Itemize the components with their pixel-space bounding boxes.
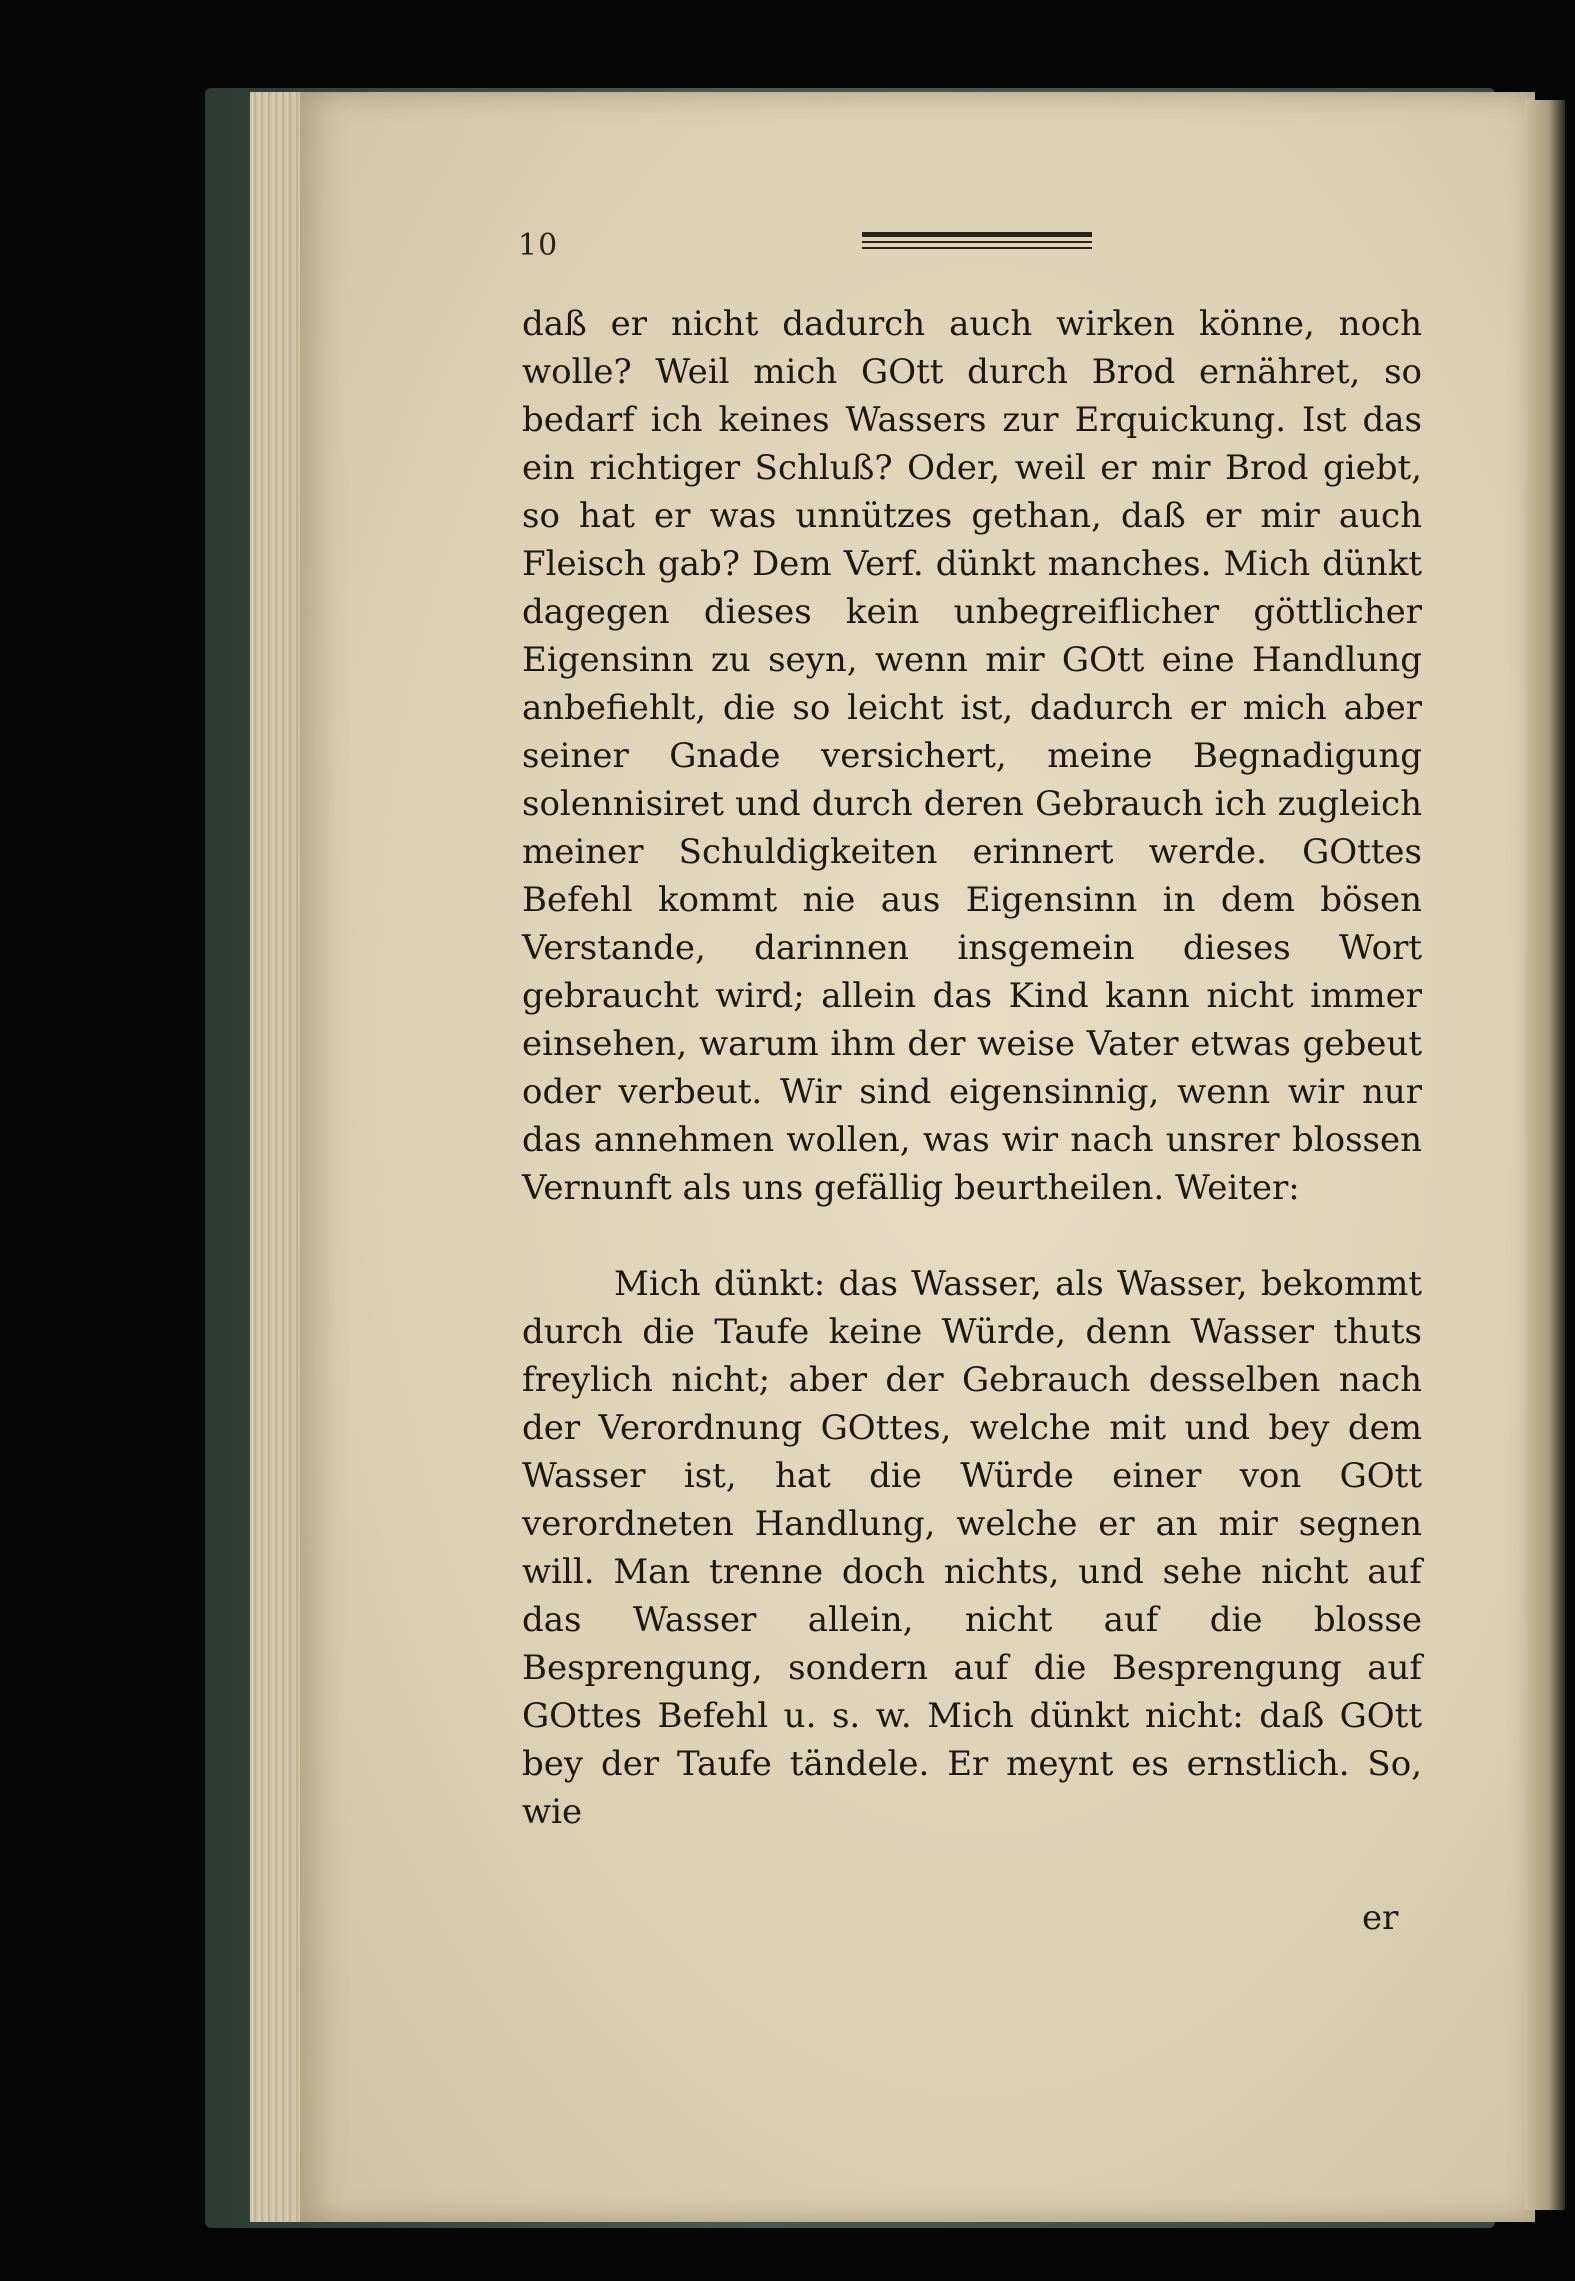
paragraph-2: Mich dünkt: das Wasser, als Wasser, bekommt durch die Taufe keine Würde, denn Wasser thuts freylich nicht; aber der Gebrauch desselben nach der Verordnung GOttes, welche mit und bey dem Wasser ist, hat die Würde einer von GOtt verordneten Handlung, welche er an mir segnen will. Man trenne doch nichts, und sehe nicht auf das Wasser allein, nicht auf die blosse Besprengung, sondern auf die Besprengung auf GOttes Befehl u. s. w. Mich dünkt nicht: daß GOtt bey der Taufe tändele. Er meynt es ernstlich. So, wie xyxy=(522,1264,1422,1832)
page-edge-right xyxy=(1525,100,1565,2210)
page-number: 10 xyxy=(518,228,559,263)
catchword: er xyxy=(1362,1898,1399,1938)
paragraph-1: daß er nicht dadurch auch wirken könne, noch wolle? Weil mich GOtt durch Brod ernähret, so bedarf ich keines Wassers zur Erquickung. Ist das ein richtiger Schluß? Oder, weil er mir Brod giebt, so hat er was unnützes gethan, daß er mir auch Fleisch gab? Dem Verf. dünkt manches. Mich dünkt dagegen dieses kein unbegreiflicher göttlicher Eigensinn zu seyn, wenn mir GOtt eine Handlung anbefiehlt, die so leicht ist, dadurch er mich aber seiner Gnade versichert, meine Begnadigung solennisiret und durch deren Gebrauch ich zugleich meiner Schuldigkeiten erinnert werde. GOttes Befehl kommt nie aus Eigensinn in dem bösen Verstande, darinnen insgemein dieses Wort gebraucht wird; allein das Kind kann nicht immer einsehen, warum ihm der weise Vater etwas gebeut oder verbeut. Wir sind eigensinnig, wenn wir nur das annehmen wollen, was wir nach unsrer blossen Vernunft als uns gefällig beurtheilen. Weiter: xyxy=(522,304,1422,1208)
body-text xyxy=(522,300,1422,1836)
header-rule xyxy=(862,232,1092,254)
